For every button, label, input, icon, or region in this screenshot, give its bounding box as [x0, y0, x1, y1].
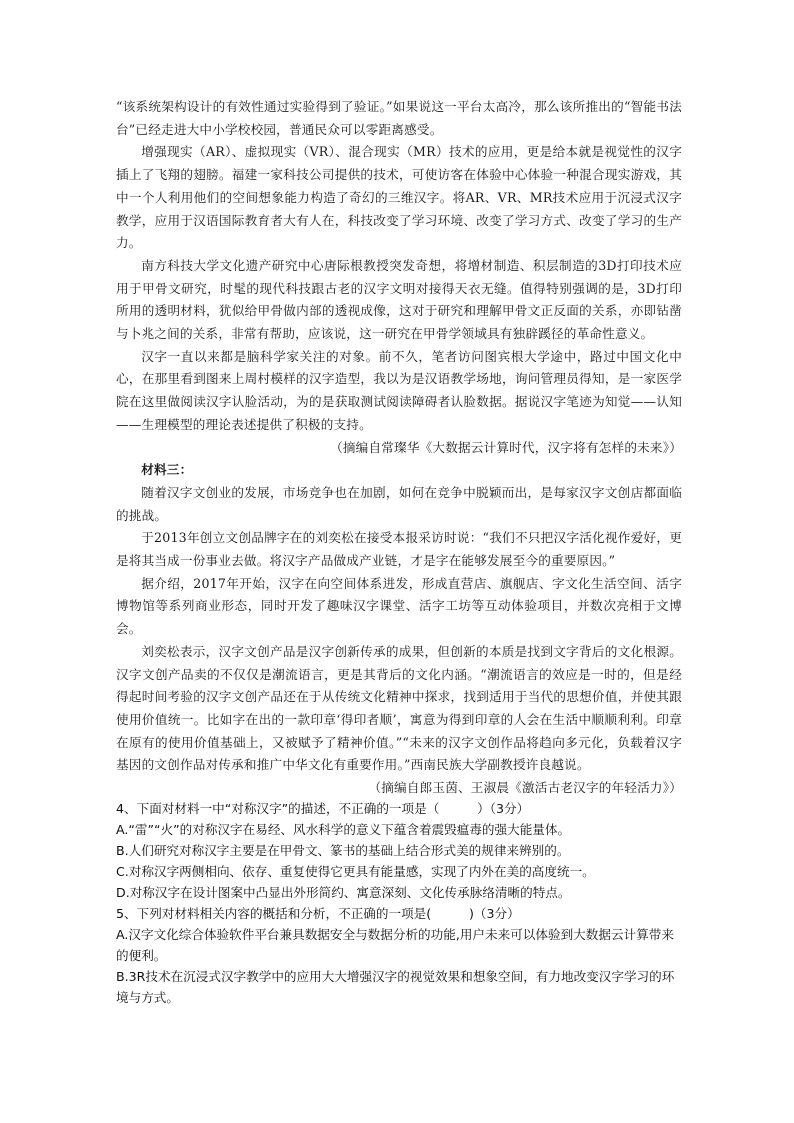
question-stem: 5、下列对材料相关内容的概括和分析，不正确的一项是( )（3分）	[116, 906, 520, 921]
passage-paragraph: 南方科技大学文化遗产研究中心唐际根教授突发奇想，将增材制造、积层制造的3D打印技术应用于甲骨文研究，时髦的现代科技跟古老的汉字文明对接得天衣无缝。值得特别强调的是，3D打印所用的透明材料，犹似给甲骨做内部的透视成像，这对于研究和理解甲骨文正反面的关系，亦即钻凿与卜兆之间的关系，非常有帮助，应该说，这一研究在甲骨学领域具有独辟蹊径的革命性意义。	[116, 257, 682, 342]
source-citation: （摘编自常璨华《大数据云计算时代，汉字将有怎样的未来》）	[330, 439, 682, 455]
reading-passage	[116, 96, 682, 800]
passage-paragraph: 增强现实（AR）、虚拟现实（VR）、混合现实（MR）技术的应用，更是给本就是视觉性的汉字插上了飞翔的翅膀。福建一家科技公司提供的技术，可使访客在体验中心体验一种混合现实游戏，其中一个人利用他们的空间想象能力构造了奇幻的三维汉字。将AR、VR、MR技术应用于沉浸式汉字教学，应用于汉语国际教育者大有人在，科技改变了学习环境、改变了学习方式、改变了学习的生产力。	[116, 144, 682, 251]
answer-option: A.汉字文化综合体验软件平台兼具数据安全与数据分析的功能,用户未来可以体验到大数据云计算带来的便利。	[116, 927, 674, 963]
passage-paragraph: “该系统架构设计的有效性通过实验得到了验证。”如果说这一平台太高冷，那么该所推出的“智能书法台”已经走进大中小学校校园，普通民众可以零距离感受。	[116, 99, 682, 137]
source-citation: （摘编自郎玉茵、王淑晨《激活古老汉字的年轻活力》）	[368, 780, 682, 796]
question-section	[116, 798, 682, 1008]
passage-paragraph: 汉字一直以来都是脑科学家关注的对象。前不久，笔者访问图宾根大学途中，路过中国文化中心，在那里看到图来上周村模样的汉字造型，我以为是汉语教学场地，询问管理员得知，是一家医学院在这里做阅读汉字认脸活动，为的是获取测试阅读障碍者认脸数据。据说汉字笔迹为知觉——认知——生理模型的理论表述提供了积极的支持。	[116, 348, 682, 432]
answer-option: B.人们研究对称汉字主要是在甲骨文、篆书的基础上结合形式美的规律来辨别的。	[116, 843, 570, 858]
answer-option: A.“雷”“火”的对称汉字在易经、风水科学的意义下蕴含着震毁瘟毒的强大能量体。	[116, 822, 571, 837]
question-stem: 4、下面对材料一中“对称汉字”的描述，不正确的一项是（ ）（3分）	[116, 801, 530, 816]
passage-paragraph: 刘奕松表示，汉字文创产品是汉字创新传承的成果，但创新的本质是找到文字背后的文化根源。汉字文创产品卖的不仅仅是潮流语言，更是其背后的文化内涵。“潮流语言的效应是一时的，但是经得起时间考验的汉字文创产品还在于从传统文化精神中探求，找到适用于当代的思想价值，并使其跟使用价值统一。比如字在出的一款印章‘得印者顺’，寓意为得到印章的人会在生活中顺顺利利。印章在原有的使用价值基础上，又被赋予了精神价值。”“未来的汉字文创作品将趋向多元化，负载着汉字基因的文创作品对传承和推广中华文化有重要作用。”西南民族大学副教授许良越说。	[116, 643, 682, 773]
answer-option: D.对称汉字在设计图案中凸显出外形简约、寓意深刻、文化传承脉络清晰的特点。	[116, 885, 571, 900]
answer-option: C.对称汉字两侧相向、依存、重复使得它更具有能量感，实现了内外在美的高度统一。	[116, 864, 595, 879]
section-heading: 材料三：	[141, 462, 193, 478]
passage-paragraph: 随着汉字文创业的发展，市场竞争也在加剧，如何在竞争中脱颖而出，是每家汉字文创店都面临的挑战。	[116, 484, 682, 523]
passage-paragraph: 据介绍，2017年开始，汉字在向空间体系进发，形成直营店、旗舰店、字文化生活空间、活字博物馆等系列商业形态，同时开发了趣味汉字课堂、活字工坊等互动体验项目，并数次亮相于文博会。	[116, 575, 682, 637]
answer-option: B.3R技术在沉浸式汉字教学中的应用大大增强汉字的视觉效果和想象空间，有力地改变汉字学习的环境与方式。	[116, 969, 675, 1005]
passage-paragraph: 于2013年创立文创品牌字在的刘奕松在接受本报采访时说：“我们不只把汉字活化视作爱好，更是将其当成一份事业去做。将汉字产品做成产业链，才是字在能够发展至今的重要原因。”	[116, 530, 682, 569]
